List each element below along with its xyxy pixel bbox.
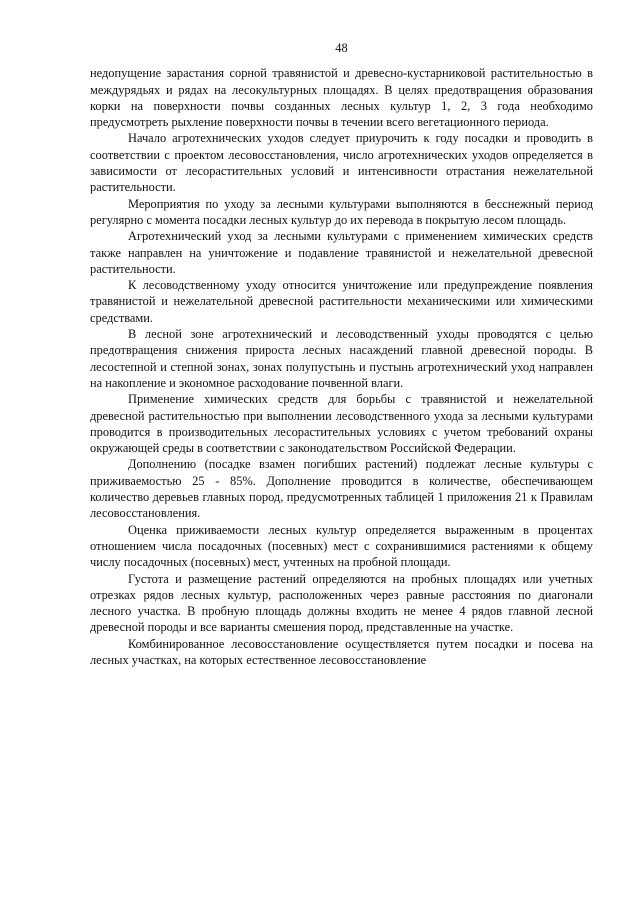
paragraph-silvicultural-care: К лесоводственному уходу относится уничтожение или предупреждение появления травянистой и нежелательной древесной растительности механическими или химическими средствами. — [90, 278, 593, 325]
paragraph-density-placement: Густота и размещение растений определяются на пробных площадях или учетных отрезках рядов лесных культур, расположенных через равные расстояния по диагонали лесного участка. В пробную площадь должны входить не менее 4 рядов главной лесной древесной породы и все варианты смешения пород, представленные на участке. — [90, 571, 593, 635]
paragraph-continuation: недопущение зарастания сорной травянистой и древесно-кустарниковой растительностью в междурядьях и рядах на лесокультурных площадях. В целях предотвращения образования корки на поверхности почвы созданных лесных культур 1, 2, 3 года необходимо предусмотреть рыхление поверхности почвы в течении всего вегетационного периода. — [90, 66, 593, 130]
paragraph-chemical-care: Агротехнический уход за лесными культурами с применением химических средств также направлен на уничтожение и подавление травянистой и нежелательной древесной растительности. — [90, 229, 593, 276]
paragraph-care-measures: Мероприятия по уходу за лесными культурами выполняются в бесснежный период регулярно с момента посадки лесных культур до их перевода в покрытую лесом площадь. — [90, 196, 593, 227]
paragraph-survival-assessment: Оценка приживаемости лесных культур определяется выраженным в процентах отношением числа посадочных (посевных) мест с сохранившимися растениями к общему числу посадочных (посевных) мест, учтенных на пробной площади. — [90, 522, 593, 570]
paragraph-forest-zone: В лесной зоне агротехнический и лесоводственный уходы проводятся с целью предотвращения снижения прироста лесных насаждений главной древесной породы. В лесостепной и степной зонах, зонах полупустынь и пустынь агротехнический уход направлен на накопление и экономное расходование почвенной влаги. — [90, 327, 593, 390]
paragraph-chemical-application: Применение химических средств для борьбы с травянистой и нежелательной древесной растительностью при выполнении лесоводственного ухода за лесными культурами проводится в производительных лесорастительных условиях с учетом требований охраны окружающей среды в соответствии с законодательством Российской Федерации. — [90, 392, 593, 456]
paragraph-combined-reforestation: Комбинированное лесовосстановление осуществляется путем посадки и посева на лесных участках, на которых естественное лесовосстановление — [90, 636, 593, 667]
document-page — [90, 40, 593, 668]
page-number: 48 — [335, 41, 348, 55]
paragraph-supplementation: Дополнению (посадке взамен погибших растений) подлежат лесные культуры с приживаемостью 25 - 85%. Дополнение проводится в количестве, обеспечивающем количество деревьев главных пород, предусмотренных таблицей 1 приложения 21 к Правилам лесовосстановления. — [90, 457, 593, 521]
paragraph-agrotechnical-start: Начало агротехнических уходов следует приурочить к году посадки и проводить в соответствии с проектом лесовосстановления, число агротехнических уходов определяется в зависимости от лесорастительных условий и интенсивности отрастания нежелательной растительности. — [90, 131, 593, 195]
